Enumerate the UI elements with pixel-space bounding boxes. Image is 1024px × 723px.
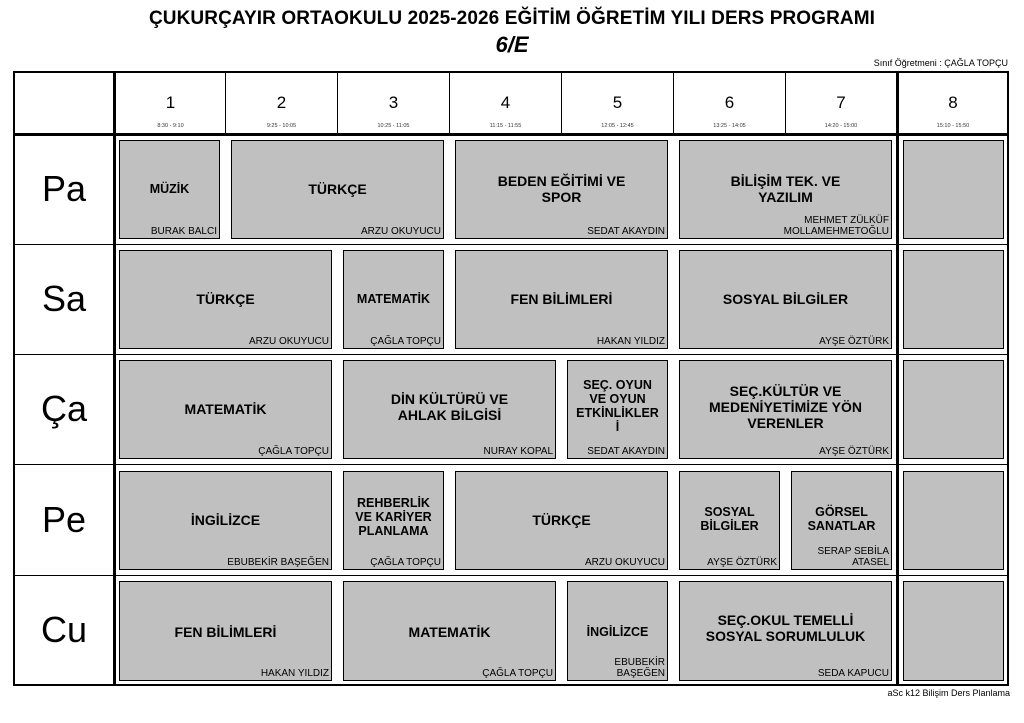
lesson-subject: FEN BİLİMLERİ [174,624,277,640]
lesson-teacher: MEHMET ZÜLKÜF MOLLAMEHMETOĞLU [783,215,889,237]
period-time: 8:30 - 9:10 [157,123,184,129]
lesson-teacher: NURAY KOPAL [483,446,553,457]
lesson-teacher: SEDA KAPUCU [817,668,889,679]
lesson-subject: SOSYAL BİLGİLER [700,505,759,533]
lesson-subject: MATEMATİK [356,292,431,306]
lesson-subject: BEDEN EĞİTİMİ VE SPOR [497,173,626,205]
lesson-cell[interactable] [119,471,332,570]
lesson-teacher: HAKAN YILDIZ [596,336,665,347]
empty-cell [903,471,1004,570]
lesson-subject: MATEMATİK [408,624,491,640]
lesson-teacher: AYŞE ÖZTÜRK [819,336,889,347]
lesson-teacher: SEDAT AKAYDIN [587,446,665,457]
lesson-cell[interactable] [343,360,556,459]
day-label-pa: Pa [41,168,87,209]
period-header-8 [899,73,1007,134]
period-time: 11:15 - 11:55 [489,123,522,129]
lesson-teacher: ARZU OKUYUCU [360,226,441,237]
lesson-teacher: ARZU OKUYUCU [584,557,665,568]
lesson-teacher: ÇAĞLA TOPÇU [258,446,329,457]
footer-credit: aSc k12 Bilişim Ders Planlama [887,688,1010,698]
last-column-divider [896,73,899,684]
period-header-2 [226,73,337,134]
row-divider [15,354,1007,355]
lesson-subject: SEÇ. OYUN VE OYUN ETKİNLİKLER İ [576,378,659,434]
lesson-subject: REHBERLİK VE KARİYER PLANLAMA [355,496,432,538]
empty-cell [903,140,1004,239]
lesson-subject: FEN BİLİMLERİ [510,291,613,307]
lesson-subject: BİLİŞİM TEK. VE YAZILIM [730,173,841,205]
empty-cell [903,360,1004,459]
period-header-7 [786,73,896,134]
lesson-subject: SOSYAL BİLGİLER [722,291,849,307]
lesson-cell[interactable] [119,140,220,239]
period-time: 15:10 - 15:50 [936,123,970,129]
lesson-subject: DİN KÜLTÜRÜ VE AHLAK BİLGİSİ [390,391,509,423]
day-column-divider [113,73,116,684]
day-label-ca: Ça [40,388,88,429]
page-title: ÇUKURÇAYIR ORTAOKULU 2025-2026 EĞİTİM ÖĞRETİM YILI DERS PROGRAMI [148,8,876,29]
lesson-cell[interactable] [231,140,444,239]
lesson-teacher: SEDAT AKAYDIN [587,226,665,237]
lesson-teacher: SERAP SEBİLA ATASEL [817,546,889,568]
class-name: 6/E [495,32,529,57]
lesson-cell[interactable] [567,360,668,459]
lesson-teacher: AYŞE ÖZTÜRK [819,446,889,457]
lesson-cell[interactable] [679,140,892,239]
row-divider [15,575,1007,576]
row-divider [15,244,1007,245]
period-header-6 [674,73,785,134]
lesson-cell[interactable] [119,360,332,459]
lesson-cell[interactable] [455,250,668,349]
lesson-cell[interactable] [679,250,892,349]
empty-cell [903,250,1004,349]
lesson-teacher: AYŞE ÖZTÜRK [707,557,777,568]
day-label-cu: Cu [40,609,88,650]
period-number: 8 [948,93,958,112]
period-number: 5 [612,93,623,112]
lesson-cell[interactable] [343,250,444,349]
period-number: 3 [388,93,399,112]
lesson-cell[interactable] [119,250,332,349]
lesson-cell[interactable] [679,471,780,570]
period-time: 14:20 - 15:00 [824,123,858,129]
period-header-3 [338,73,449,134]
period-number: 7 [836,93,846,112]
lesson-subject: SEÇ.OKUL TEMELLİ SOSYAL SORUMLULUK [705,612,866,644]
lesson-teacher: EBUBEKİR BAŞEĞEN [614,657,665,679]
lesson-teacher: EBUBEKİR BAŞEĞEN [227,557,329,568]
lesson-cell[interactable] [343,471,444,570]
lesson-cell[interactable] [343,581,556,681]
lesson-teacher: ÇAĞLA TOPÇU [370,557,441,568]
lesson-subject: MÜZİK [149,182,190,196]
lesson-cell[interactable] [119,581,332,681]
lesson-subject: SEÇ.KÜLTÜR VE MEDENİYETİMİZE YÖN VERENLER [709,383,862,431]
period-number: 1 [165,93,176,112]
lesson-teacher: ARZU OKUYUCU [248,336,329,347]
period-time: 9:25 - 10:05 [266,123,297,129]
lesson-teacher: ÇAĞLA TOPÇU [482,668,553,679]
day-label-pe: Pe [41,499,87,540]
lesson-cell[interactable] [791,471,892,570]
lesson-cell[interactable] [455,140,668,239]
period-time: 12:05 - 12:45 [601,123,634,129]
lesson-teacher: HAKAN YILDIZ [260,668,329,679]
row-divider [15,464,1007,465]
class-teacher: Sınıf Öğretmeni : ÇAĞLA TOPÇU [873,58,1008,68]
lesson-subject: GÖRSEL SANATLAR [807,505,876,533]
period-header-1 [116,73,225,134]
period-number: 6 [724,93,735,112]
period-number: 2 [276,93,287,112]
lesson-cell[interactable] [679,360,892,459]
day-label-sa: Sa [41,278,87,319]
period-number: 4 [500,93,511,112]
empty-cell [903,581,1004,681]
period-header-5 [562,73,673,134]
lesson-subject: İNGİLİZCE [586,625,649,639]
lesson-subject: TÜRKÇE [532,512,591,528]
lesson-subject: İNGİLİZCE [190,512,261,528]
lesson-cell[interactable] [679,581,892,681]
period-time: 13:25 - 14:05 [713,123,746,129]
lesson-cell[interactable] [567,581,668,681]
lesson-teacher: ÇAĞLA TOPÇU [370,336,441,347]
lesson-cell[interactable] [455,471,668,570]
period-header-4 [450,73,561,134]
lesson-subject: TÜRKÇE [196,291,255,307]
lesson-subject: MATEMATİK [184,401,267,417]
period-time: 10:25 - 11:05 [377,123,410,129]
lesson-subject: TÜRKÇE [308,181,367,197]
lesson-teacher: BURAK BALCI [150,226,217,237]
